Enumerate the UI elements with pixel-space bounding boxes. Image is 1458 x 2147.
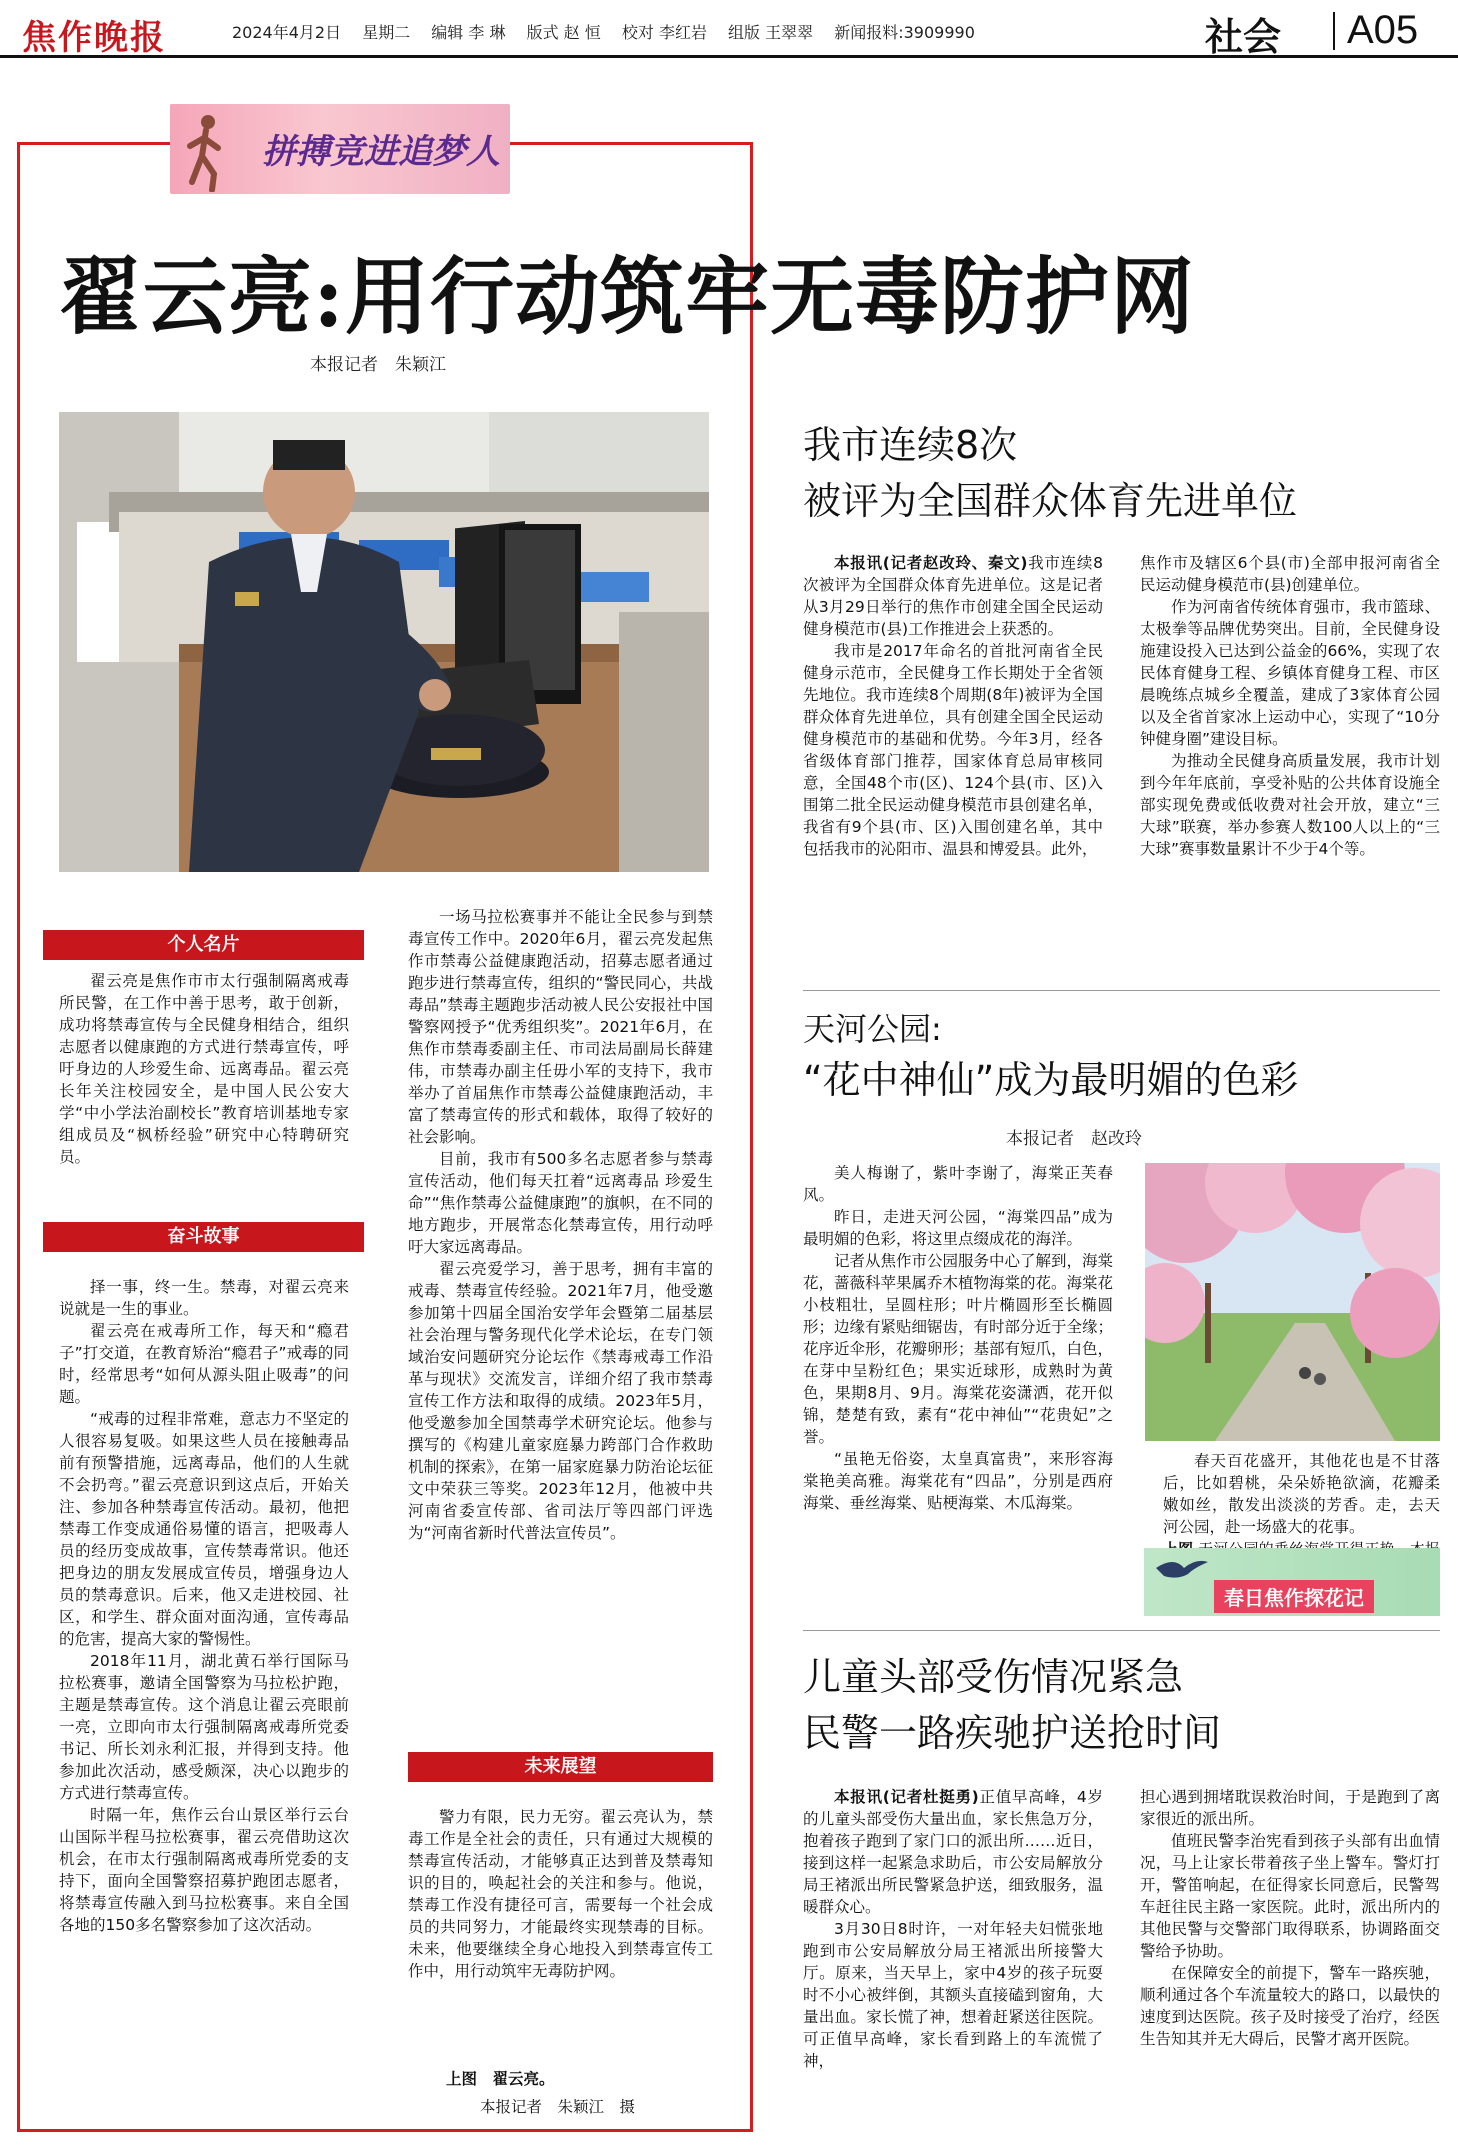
story-paragraph: 目前，我市有500多名志愿者参与禁毒宣传活动，他们每天扛着“远离毒品 珍爱生命”“焦作禁毒公益健康跑”的旗帜，在不同的地方跑步，开展常态化禁毒宣传，用行动呼吁大家远离毒品。	[408, 1150, 713, 1256]
article3-lead-text: 正值早高峰，4岁的儿童头部受伤大量出血，家长焦急万分，抱着孩子跑到了家门口的派出所……近日，接到这样一起紧急求助后，市公安局解放分局王褚派出所民警紧急护送，细致服务，温暖群众心。	[803, 1788, 1103, 1916]
swallow-icon	[1154, 1554, 1210, 1584]
feature-column-1b	[59, 1276, 349, 1936]
group-credit: 组版 王翠翠	[728, 23, 814, 42]
story-paragraph: 一场马拉松赛事并不能让全民参与到禁毒宣传工作中。2020年6月，翟云亮发起焦作市禁毒公益健康跑活动，招募志愿者通过跑步进行禁毒宣传，组织的“警民同心，共战毒品”禁毒主题跑步活动被人民公安报社中国警察网授予“优秀组织奖”。2021年6月，在焦作市禁毒委副主任、市司法局副局长薛建伟，市禁毒办副主任毋小军的支持下，我市举办了首届焦作市禁毒公益健康跑活动，丰富了禁毒宣传的形式和载体，取得了较好的社会影响。	[408, 908, 713, 1146]
story-paragraph: 择一事，终一生。禁毒，对翟云亮来说就是一生的事业。	[59, 1278, 349, 1318]
article-divider	[803, 1630, 1440, 1631]
article3-paragraph	[803, 1786, 1103, 1918]
feature-column-1a	[59, 970, 349, 1168]
runner-icon	[182, 112, 228, 192]
article1-column-2	[1140, 552, 1440, 860]
begonia-photo	[1145, 1163, 1440, 1441]
article3-reporter: (记者杜挺勇)	[882, 1788, 979, 1806]
article3-column-2	[1140, 1786, 1440, 2050]
page-header	[0, 0, 1458, 58]
section-bar-profile: 个人名片	[43, 930, 364, 960]
officer-photo	[59, 412, 709, 872]
photo-credit: 本报记者 朱颖江 摄	[480, 2098, 636, 2116]
section-bar-story: 奋斗故事	[43, 1222, 364, 1252]
proof-credit: 校对 李红岩	[621, 23, 707, 42]
header-divider	[1333, 12, 1335, 50]
article3-column-1	[803, 1786, 1103, 2072]
article3-paragraph: 担心遇到拥堵耽误救治时间，于是跑到了离家很近的派出所。	[1140, 1788, 1440, 1828]
article1-paragraph	[803, 552, 1103, 640]
article1-paragraph: 作为河南省传统体育强市，我市篮球、太极拳等品牌优势突出。目前，全民健身设施建设投入已达到公益金的66%，实现了农民体育健身工程、乡镇体育健身工程、市区晨晚练点城乡全覆盖，建成了3家体育公园以及全省首家冰上运动中心，实现了“10分钟健身圈”建设目标。	[1140, 598, 1440, 748]
profile-paragraph: 翟云亮是焦作市市太行强制隔离戒毒所民警，在工作中善于思考，敢于创新，成功将禁毒宣传与全民健身相结合，组织志愿者以健康跑的方式进行禁毒宣传，呼吁身边的人珍爱生命、远离毒品。翟云亮长年关注校园安全，是中国人民公安大学“中小学法治副校长”教育培训基地专家组成员及“枫桥经验”研究中心特聘研究员。	[59, 972, 349, 1166]
article2-paragraph: 记者从焦作市公园服务中心了解到，海棠花，蔷薇科苹果属乔木植物海棠的花。海棠花小枝粗壮，呈圆柱形；叶片椭圆形至长椭圆形；边缘有紧贴细锯齿，有时部分近于全缘；花序近伞形，花瓣卵形；基部有短爪，白色，在芽中呈粉红色；果实近球形，成熟时为黄色，果期8月、9月。海棠花姿潇洒，花开似锦，楚楚有致，素有“花中神仙”“花贵妃”之誉。	[803, 1252, 1114, 1446]
photo-caption: 上图 翟云亮。	[446, 2070, 555, 2088]
article1-column-1	[803, 552, 1103, 860]
article1-lead: 本报讯	[834, 554, 883, 572]
article1-headline-2: 被评为全国群众体育先进单位	[803, 479, 1298, 523]
feature-byline: 本报记者 朱颖江	[310, 355, 446, 375]
article3-lead: 本报讯	[834, 1788, 883, 1806]
banner-text: 拼搏竞进追梦人	[262, 132, 500, 172]
article3-paragraph: 在保障安全的前提下，警车一路疾驰，顺利通过各个车流量较大的路口，以最快的速度到达医院。孩子及时接受了治疗，经医生告知其并无大碍后，民警才离开医院。	[1140, 1964, 1440, 2048]
outlook-paragraph: 警力有限，民力无穷。翟云亮认为，禁毒工作是全社会的责任，只有通过大规模的禁毒宣传活动，才能够真正达到普及禁毒知识的目的，唤起社会的关注和参与。他说，禁毒工作没有捷径可言，需要每一个社会成员的共同努力，才能最终实现禁毒的目标。未来，他要继续全身心地投入到禁毒宣传工作中，用行动筑牢无毒防护网。	[408, 1808, 713, 1980]
spring-series-label: 春日焦作探花记	[1214, 1580, 1374, 1613]
article3-paragraph: 值班民警李治宪看到孩子头部有出血情况，马上让家长带着孩子坐上警车。警灯打开，警笛响起，在征得家长同意后，民警驾车赶往民主路一家医院。此时，派出所内的其他民警与交警部门取得联系，协调路面交警给予协助。	[1140, 1832, 1440, 1960]
article2-photo-caption: 春天百花盛开，其他花也是不甘落后，比如碧桃，朵朵娇艳欲滴，花瓣柔嫩如丝，散发出淡淡的芳香。走，去天河公园，赴一场盛大的花事。	[1163, 1452, 1440, 1536]
story-paragraph: 时隔一年，焦作云台山景区举行云台山国际半程马拉松赛事，翟云亮借助这次机会，在市太行强制隔离戒毒所党委的支持下，面向全国警察招募护跑团志愿者，将禁毒宣传融入到马拉松赛事。来自全国各地的150多名警察参加了这次活动。	[59, 1806, 349, 1934]
feature-column-2b	[408, 1806, 713, 1982]
editor-credit: 编辑 李 琳	[431, 23, 506, 42]
column-banner	[170, 104, 510, 194]
article1-lead-text: 我市连续8次被评为全国群众体育先进单位。这是记者从3月29日举行的焦作市创建全国全民运动健身模范市(县)工作推进会上获悉的。	[803, 554, 1103, 638]
article2-column-1	[803, 1162, 1113, 1514]
park-illustration	[1145, 1163, 1440, 1441]
feature-column-2	[408, 906, 713, 1544]
article2-headline: “花中神仙”成为最明媚的色彩	[803, 1058, 1299, 1102]
article2-kicker: 天河公园:	[803, 1010, 942, 1048]
article2-paragraph: “虽艳无俗姿，太皇真富贵”，来形容海棠艳美高雅。海棠花有“四品”，分别是西府海棠、垂丝海棠、贴梗海棠、木瓜海棠。	[803, 1450, 1113, 1512]
article1-paragraph: 我市是2017年命名的首批河南省全民健身示范市，全民健身工作长期处于全省领先地位。我市连续8个周期(8年)被评为全国群众体育先进单位，具有创建全国全民运动健身模范市的基础和优势。今年3月，经各省级体育部门推荐，国家体育总局审核同意，全国48个市(区)、124个县(市、区)入围第二批全民运动健身模范市县创建名单，我省有9个县(市、区)入围创建名单，其中包括我市的沁阳市、温县和博爱县。此外，	[803, 642, 1103, 858]
officer-desk-illustration	[59, 412, 709, 872]
header-meta	[232, 20, 975, 43]
story-paragraph: 2018年11月，湖北黄石举行国际马拉松赛事，邀请全国警察为马拉松护跑，主题是禁毒宣传。这个消息让翟云亮眼前一亮，立即向市太行强制隔离戒毒所党委书记、所长刘永利汇报，并得到支持。他参加此次活动，感受颇深，决心以跑步的方式进行禁毒宣传。	[59, 1652, 349, 1802]
article-divider	[803, 990, 1440, 991]
article1-paragraph: 为推动全民健身高质量发展，我市计划到今年年底前，享受补贴的公共体育设施全部实现免费或低收费对社会开放，建立“三大球”联赛，举办参赛人数100人以上的“三大球”赛事数量累计不少于4个等。	[1140, 752, 1440, 858]
newspaper-logo: 焦作晚报	[22, 18, 166, 58]
article1-reporter: (记者赵改玲、秦文)	[882, 554, 1028, 572]
feature-headline: 翟云亮:用行动筑牢无毒防护网	[58, 247, 1196, 346]
story-paragraph: “戒毒的过程非常难，意志力不坚定的人很容易复吸。如果这些人员在接触毒品前有预警措施，远离毒品，他们的人生就不会扔弯。”翟云亮意识到这点后，开始关注、参加各种禁毒宣传活动。最初，他把禁毒工作变成通俗易懂的语言，把吸毒人员的经历变成故事，宣传禁毒常识。他还把身边的朋友发展成宣传员，增强身边人员的禁毒意识。后来，他又走进校园、社区，和学生、群众面对面沟通，宣传毒品的危害，提高大家的警惕性。	[59, 1410, 349, 1648]
article3-paragraph: 3月30日8时许，一对年轻夫妇慌张地跑到市公安局解放分局王褚派出所接警大厅。原来，当天早上，家中4岁的孩子玩耍时不小心被绊倒，其额头直接磕到窗角，大量出血。家长慌了神，想着赶紧送往医院。可正值早高峰，家长看到路上的车流慌了神，	[803, 1920, 1103, 2070]
article3-headline-2: 民警一路疾驰护送抢时间	[803, 1711, 1222, 1755]
layout-credit: 版式 赵 恒	[526, 23, 601, 42]
article2-byline: 本报记者 赵改玲	[1006, 1129, 1142, 1149]
article3-headline-1: 儿童头部受伤情况紧急	[803, 1655, 1184, 1699]
news-hotline: 新闻报料:3909990	[834, 23, 975, 42]
page-number: A05	[1347, 8, 1419, 52]
article1-headline-1: 我市连续8次	[803, 423, 1018, 467]
article1-paragraph: 焦作市及辖区6个县(市)全部申报河南省全民运动健身模范市(县)创建单位。	[1140, 554, 1440, 594]
section-name: 社会	[1205, 14, 1282, 59]
section-bar-outlook: 未来展望	[408, 1752, 713, 1782]
story-paragraph: 翟云亮爱学习，善于思考，拥有丰富的戒毒、禁毒宣传经验。2021年7月，他受邀参加第十四届全国治安学年会暨第二届基层社会治理与警务现代化学术论坛，在专门领域治安问题研究分论坛作《禁毒戒毒工作沿革与现状》交流发言，详细介绍了我市禁毒宣传工作方法和取得的成绩。2023年5月，他受邀参加全国禁毒学术研究论坛。他参与撰写的《构建儿童家庭暴力跨部门合作救助机制的探索》，在第一届家庭暴力防治论坛征文中荣获三等奖。2023年12月，他被中共河南省委宣传部、省司法厅等四部门评选为“河南省新时代普法宣传员”。	[408, 1260, 713, 1542]
issue-weekday: 星期二	[362, 23, 411, 42]
article2-paragraph: 美人梅谢了，紫叶李谢了，海棠正芙春风。	[803, 1164, 1113, 1204]
article2-paragraph: 昨日，走进天河公园，“海棠四品”成为最明媚的色彩，将这里点缀成花的海洋。	[803, 1208, 1113, 1248]
spring-series-tag	[1144, 1548, 1440, 1616]
issue-date: 2024年4月2日	[232, 23, 342, 42]
story-paragraph: 翟云亮在戒毒所工作，每天和“瘾君子”打交道，在教育矫治“瘾君子”戒毒的同时，经常思考“如何从源头阻止吸毒”的问题。	[59, 1322, 349, 1406]
